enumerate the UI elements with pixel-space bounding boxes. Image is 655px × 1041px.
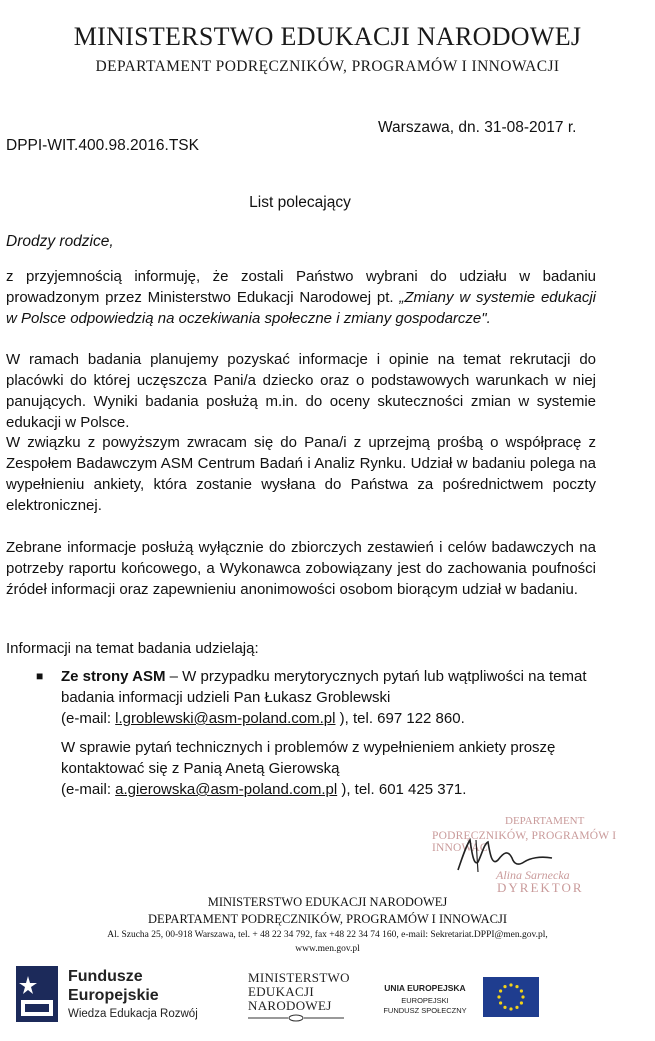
men-logo-ornament-icon — [248, 1014, 344, 1022]
asm-dash: – — [165, 668, 183, 685]
men-logo-line2: EDUKACJI — [248, 984, 314, 999]
men-logo-line1: MINISTERSTWO — [248, 970, 350, 985]
signatory-title: DYREKTOR — [497, 880, 584, 895]
eu-logo-line1: UNIA EUROPEJSKA — [384, 983, 466, 993]
letter-subject: List polecający — [249, 194, 351, 211]
contact1-suffix: ), tel. 697 122 860. — [335, 710, 465, 727]
stamp-line-2: PODRĘCZNIKÓW, PROGRAMÓW I INNOWAC — [432, 830, 617, 854]
contact2-suffix: ), tel. 601 425 371. — [337, 781, 467, 798]
greeting: Drodzy rodzice, — [6, 233, 114, 250]
footer-ministry: MINISTERSTWO EDUKACJI NARODOWEJ — [207, 895, 448, 909]
department-heading: DEPARTAMENT PODRĘCZNIKÓW, PROGRAMÓW I INNOWACJI — [95, 58, 560, 75]
contact1-email-link[interactable]: l.groblewski@asm-poland.com.pl — [115, 710, 336, 727]
fe-logo-line1: Fundusze — [68, 968, 143, 985]
reference-number: DPPI-WIT.400.98.2016.TSK — [6, 137, 199, 154]
asm-text: W przypadku merytorycznych pytań lub wątpliwości na temat badania informacji udzieli Pan Łukasz Groblewski — [61, 668, 587, 706]
contact2-email-link[interactable]: a.gierowska@asm-poland.com.pl — [115, 781, 338, 798]
fe-logo-line2: Europejskie — [68, 987, 159, 1004]
eu-flag-icon — [483, 977, 539, 1017]
paragraph-intro-text: z przyjemnością informuję, że zostali Państwo wybrani do udziału w badaniu prowadzonym przez Ministerstwo Edukacji Narodowej pt. — [6, 268, 596, 306]
contact2-prefix: (e-mail: — [61, 781, 116, 798]
technical-text: W sprawie pytań technicznych i problemów z wypełnieniem ankiety proszę kontaktować się z Panią Anetą Gierowską — [61, 739, 556, 777]
signatory-name: Alina Sarnecka — [496, 868, 570, 882]
bullet-square-icon: ■ — [36, 669, 44, 683]
place-date: Warszawa, dn. 31-08-2017 r. — [378, 119, 577, 136]
fundusze-europejskie-logo-icon — [16, 966, 58, 1022]
footer-department: DEPARTAMENT PODRĘCZNIKÓW, PROGRAMÓW I INNOWACJI — [147, 912, 508, 926]
contact-block-asm — [61, 666, 601, 729]
eu-logo-line2: EUROPEJSKI — [401, 996, 449, 1005]
paragraph-study-scope: W ramach badania planujemy pozyskać informacje i opinie na temat rekrutacji do placówki do której uczęszcza Pani/a dziecko oraz o podstawowych warunkach w niej panujących. Wyniki badania posłużą m.in. do oceny skuteczności zmian w systemie edukacji w Polsce. — [6, 351, 596, 431]
footer-website: www.men.gov.pl — [295, 944, 360, 954]
asm-label: Ze strony ASM — [61, 668, 166, 685]
paragraph-cooperation: W związku z powyższym zwracam się do Pana/i z uprzejmą prośbą o współpracę z Zespołem Badawczym ASM Centrum Badań i Analiz Rynku. Udział w badaniu polega na wypełnieniu ankiety, która zostanie wysłana do Państwa za pośrednictwem poczty elektronicznej. — [6, 434, 596, 514]
fe-logo-line3: Wiedza Edukacja Rozwój — [68, 1008, 198, 1020]
footer-address: Al. Szucha 25, 00-918 Warszawa, tel. + 48 22 34 792, fax +48 22 34 74 160, e-mail: Sekretariat.DPPI@men.gov.pl, — [107, 930, 548, 940]
ministry-heading: MINISTERSTWO EDUKACJI NARODOWEJ — [73, 22, 582, 51]
men-logo-line3: NARODOWEJ — [248, 998, 332, 1013]
contact-block-technical — [61, 737, 601, 800]
paragraph-confidentiality: Zebrane informacje posłużą wyłącznie do zbiorczych zestawień i celów badawczych na potrzeby raportu końcowego, a Wykonawca zobowiązany jest do zachowania poufności źródeł informacji oraz zapewnieniu anonimowości osobom biorącym udział w badaniu. — [6, 539, 596, 598]
eu-logo-line3: FUNDUSZ SPOŁECZNY — [383, 1006, 467, 1015]
paragraph-intro — [6, 266, 596, 329]
study-title: „Zmiany w systemie edukacji w Polsce odpowiedzią na oczekiwania społeczne i zmiany gospodarcze". — [6, 289, 596, 327]
stamp-line-1: DEPARTAMENT — [505, 815, 585, 827]
contact1-prefix: (e-mail: — [61, 710, 116, 727]
contact-intro: Informacji na temat badania udzielają: — [6, 640, 259, 657]
